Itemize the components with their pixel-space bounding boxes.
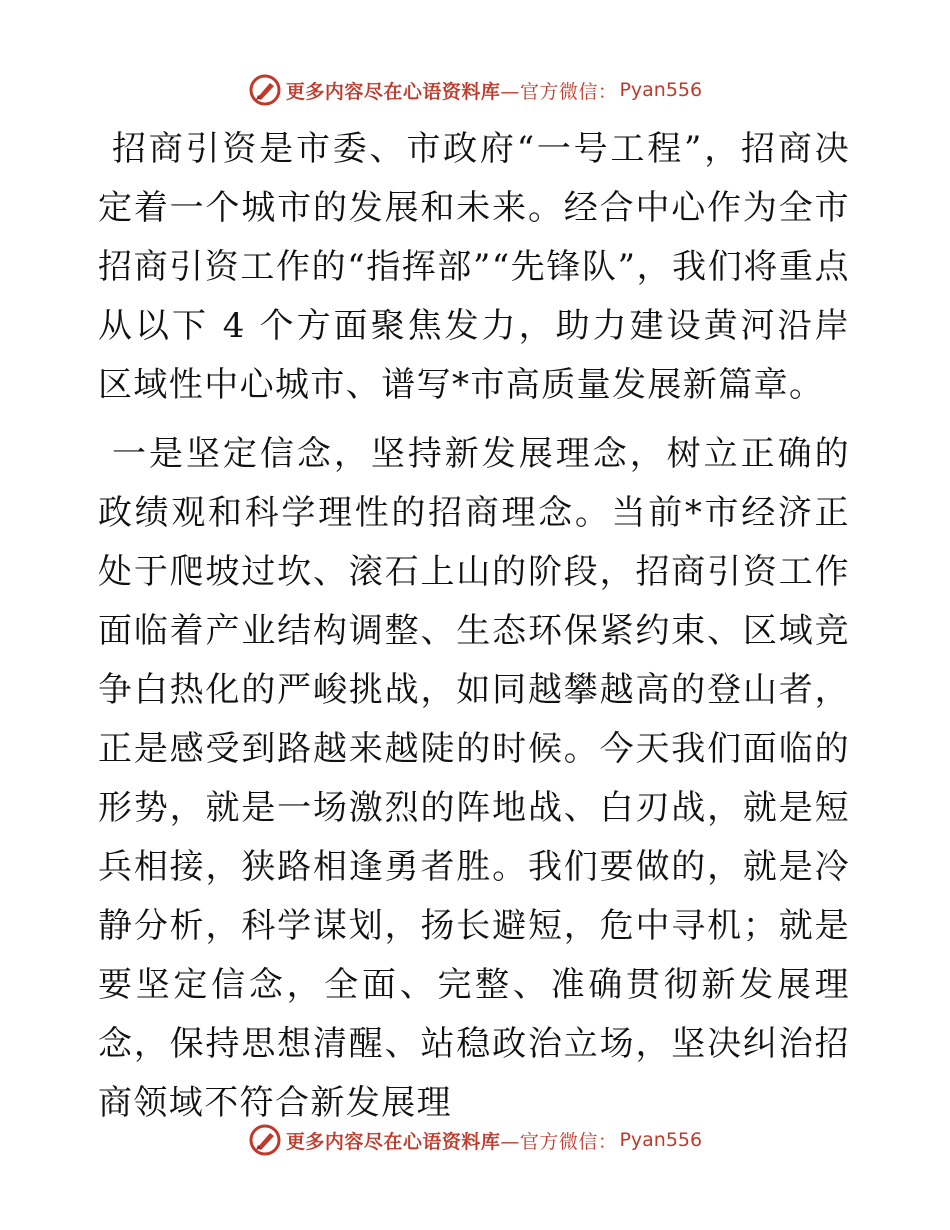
pen-logo-icon <box>248 1123 282 1157</box>
paragraph-point-one: 一是坚定信念，坚持新发展理念，树立正确的政绩观和科学理性的招商理念。当前*市经济正处于爬坡过坎、滚石上山的阶段，招商引资工作面临着产业结构调整、生态环保紧约束、区域竞争白热化的严峻挑战，如同越攀越高的登山者，正是感受到路越来越陡的时候。今天我们面临的形势，就是一场激烈的阵地战、白刃战，就是短兵相接，狭路相逢勇者胜。我们要做的，就是冷静分析，科学谋划，扬长避短，危中寻机；就是要坚定信念，全面、完整、准确贯彻新发展理念，保持思想清醒、站稳政治立场，坚决纠治招商领域不符合新发展理 <box>98 434 850 1123</box>
document-body <box>98 120 850 1143</box>
header-watermark <box>0 70 950 110</box>
watermark-wechat-label: —官方微信： <box>500 1130 618 1153</box>
footer-watermark <box>0 1120 950 1160</box>
watermark-brand: 更多内容尽在心语资料库 <box>285 1130 501 1153</box>
pen-logo-icon <box>248 73 282 107</box>
watermark-wechat-id: Pyan556 <box>619 1129 703 1151</box>
watermark-brand: 更多内容尽在心语资料库 <box>285 80 501 103</box>
watermark-wechat-label: —官方微信： <box>500 80 618 103</box>
paragraph-intro: 招商引资是市委、市政府“一号工程”，招商决定着一个城市的发展和未来。经合中心作为全市招商引资工作的“指挥部”“先锋队”，我们将重点从以下 4 个方面聚焦发力，助力建设黄河沿岸区域性中心城市、谱写*市高质量发展新篇章。 <box>98 129 850 405</box>
watermark-wechat-id: Pyan556 <box>619 79 703 101</box>
